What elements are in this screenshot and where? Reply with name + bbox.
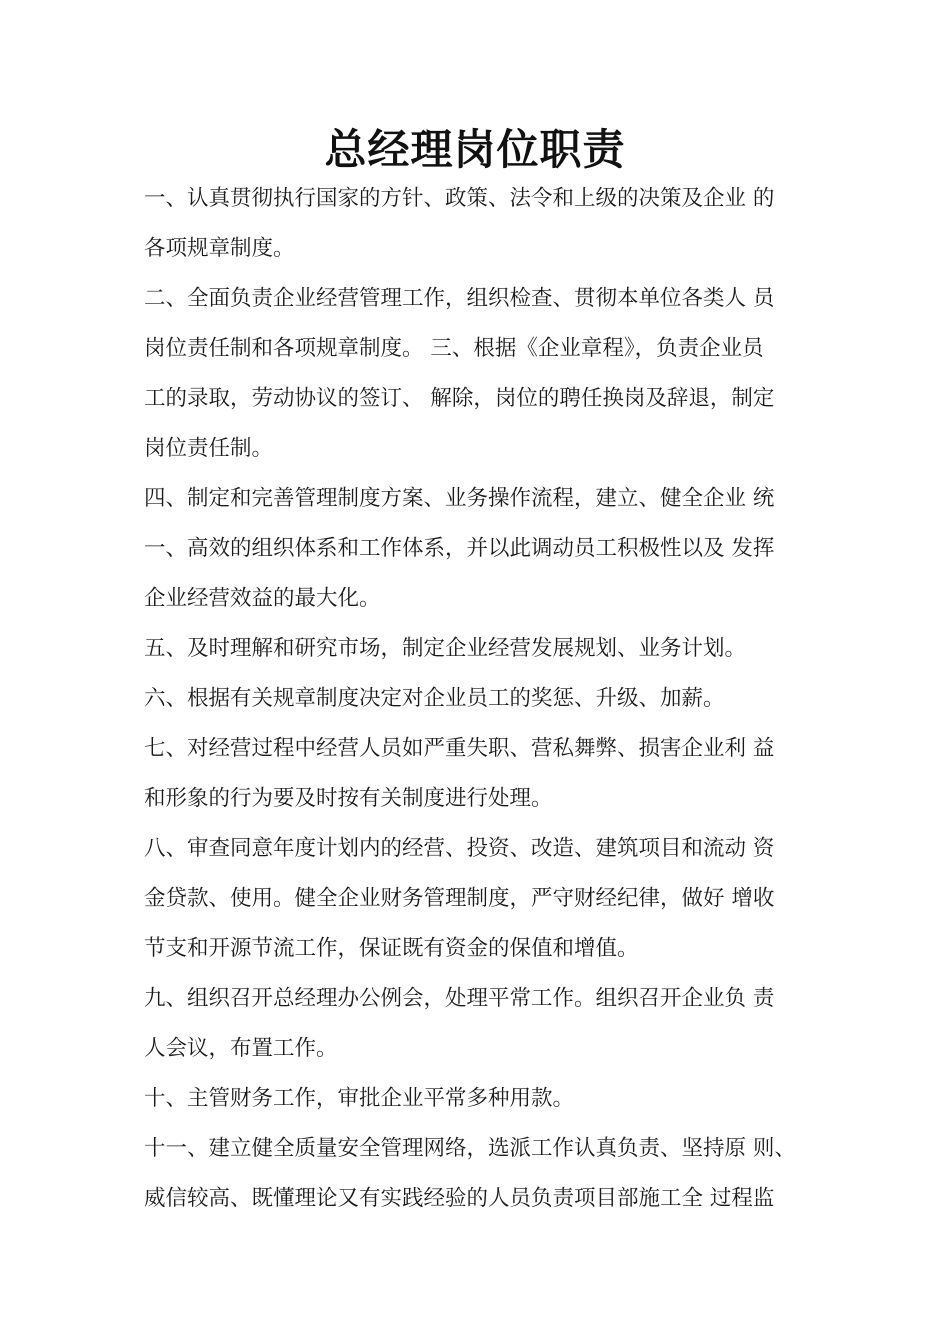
- text-line: 八、审查同意年度计划内的经营、投资、改造、建筑项目和流动 资: [144, 836, 775, 861]
- text-line: 企业经营效益的最大化。: [144, 586, 381, 611]
- text-line: 九、组织召开总经理办公例会，处理平常工作。组织召开企业负 责: [144, 986, 775, 1011]
- text-line: 二、全面负责企业经营管理工作，组织检查、贯彻本单位各类人 员: [144, 286, 775, 311]
- text-line: 节支和开源节流工作，保证既有资金的保值和增值。: [144, 936, 639, 961]
- text-line: 和形象的行为要及时按有关制度进行处理。: [144, 786, 553, 811]
- document-body: [144, 174, 834, 1224]
- document-title: 总经理岗位职责: [324, 125, 626, 174]
- text-line: 金贷款、使用。健全企业财务管理制度，严守财经纪律，做好 增收: [144, 886, 775, 911]
- text-line: 岗位责任制。: [144, 436, 274, 461]
- text-line: 各项规章制度。: [144, 236, 295, 261]
- text-line: 四、制定和完善管理制度方案、业务操作流程，建立、健全企业 统: [144, 486, 775, 511]
- text-line: 五、及时理解和研究市场，制定企业经营发展规划、业务计划。: [144, 636, 747, 661]
- text-line: 七、对经营过程中经营人员如严重失职、营私舞弊、损害企业利 益: [144, 736, 775, 761]
- text-line: 十、主管财务工作，审批企业平常多种用款。: [144, 1086, 575, 1111]
- text-line: 人会议，布置工作。: [144, 1036, 338, 1061]
- text-line: 六、根据有关规章制度决定对企业员工的奖惩、升级、加薪。: [144, 686, 725, 711]
- text-line: 工的录取，劳动协议的签订、 解除，岗位的聘任换岗及辞退，制定: [144, 386, 775, 411]
- text-line: 一、高效的组织体系和工作体系，并以此调动员工积极性以及 发挥: [144, 536, 775, 561]
- text-line: 威信较高、既懂理论又有实践经验的人员负责项目部施工全 过程监: [144, 1186, 775, 1211]
- text-line: 十一、建立健全质量安全管理网络，选派工作认真负责、坚持原 则、: [144, 1136, 796, 1161]
- text-line: 岗位责任制和各项规章制度。 三、根据《企业章程》，负责企业员: [144, 336, 764, 361]
- text-line: 一、认真贯彻执行国家的方针、政策、法令和上级的决策及企业 的: [144, 186, 775, 211]
